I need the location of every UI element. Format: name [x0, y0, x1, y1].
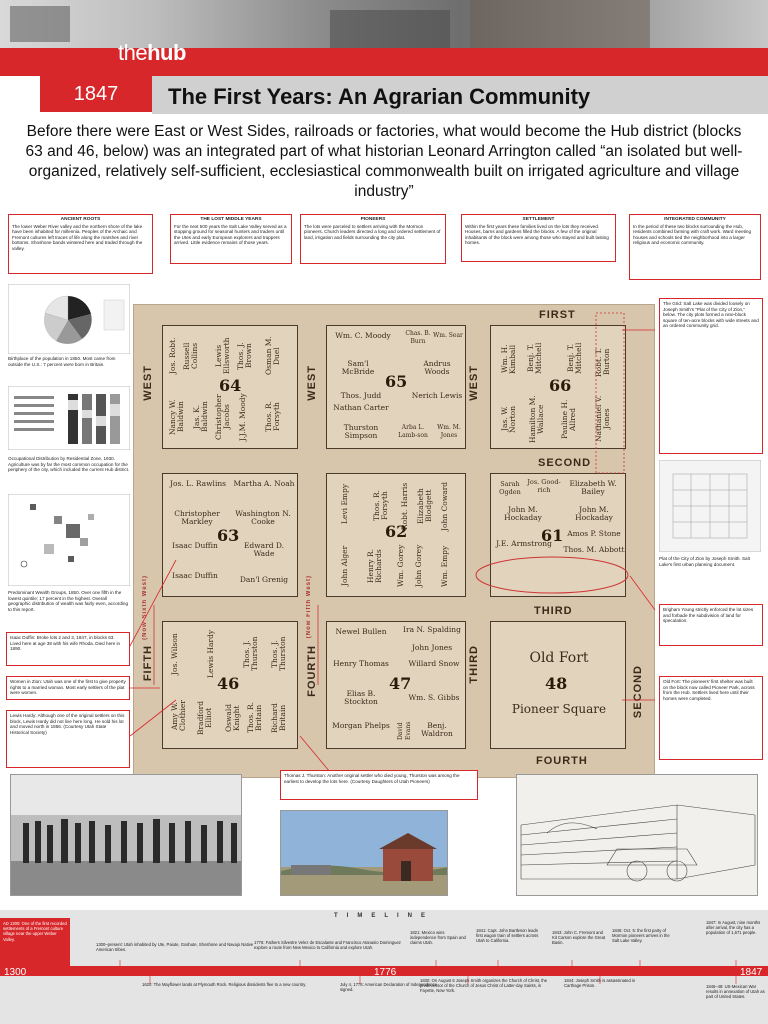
lot-name: Thos. R. Britain — [246, 702, 263, 734]
street-fourth: FOURTH — [536, 755, 588, 767]
lot-name: Sam'l McBride — [341, 359, 375, 376]
lot-name: Nathan Carter — [333, 403, 389, 412]
lot-name: Russell Collins — [182, 342, 199, 370]
lot-name: Thos. J. Thurston — [270, 636, 287, 672]
street-fifth: FIFTH — [142, 645, 154, 682]
lot-name: Oswald Knight — [224, 703, 241, 733]
lot-name: Levi Empy — [340, 483, 349, 525]
lot-name: Nathaniel V. Jones — [594, 395, 611, 443]
block-number: 63 — [217, 526, 240, 545]
lot-name: Nancy W. Baldwin — [168, 399, 185, 435]
block-number: 62 — [385, 522, 408, 541]
lot-name: Thos. R. Forsyth — [372, 490, 389, 522]
lot-name: Andrus Woods — [423, 359, 451, 376]
lot-name: Chas. B. Burn — [405, 330, 431, 345]
lot-name: Isaac Duffin — [172, 571, 218, 580]
lot-name: John Alger — [340, 545, 349, 587]
street-second-vertical: SECOND — [632, 665, 644, 719]
lot-name: Sarah Ogden — [499, 480, 521, 496]
street-second: SECOND — [538, 457, 592, 469]
lot-name: Thos. Judd — [340, 391, 382, 400]
lot-name: Martha A. Noah — [233, 479, 295, 488]
lewis-hardy-caption: Lewis Hardy: Although one of the original settlers on this block, Lewis Hardy did not live here long. He sold his lot and moved north in 1856. (Courtesy Utah State Historical Society) — [6, 710, 130, 768]
lot-name: Benj. Waldron — [421, 721, 453, 738]
lot-name: John Jones — [411, 643, 453, 652]
block-number: 47 — [389, 674, 412, 693]
block-number: 48 — [545, 674, 568, 693]
box-text: For the next 500 years the Salt Lake Valley served as a stopping ground for seasonal hunters and traders until the Utes and early European explorers and trappers arrived. Little evidence remains of those years. — [174, 223, 287, 246]
lot-name: John Coward — [440, 481, 449, 531]
lot-name: Robt. T. Burton — [594, 347, 611, 377]
block-number: 66 — [549, 376, 572, 395]
old-fort-caption: Old Fort: The pioneers' first shelter was built on the block now called Pioneer Park, across from the Hub. Settlers lived here until their homes were completed. — [659, 676, 763, 760]
box-heading: PIONEERS — [360, 217, 386, 222]
timeline-title: TIMELINE — [334, 913, 434, 919]
plat-caption: Plat of the City of Zion by Joseph Smith. Salt Lake's first urban planning document. — [659, 556, 750, 567]
timeline-year: 1776 — [374, 967, 397, 978]
timeline-event: July 4, 1776: American Declaration of Independence signed. — [340, 982, 438, 993]
lot-name: Jos. Good-rich — [527, 478, 561, 494]
lot-name: Jos. L. Rawlins — [169, 479, 227, 488]
old-fort-label: Old Fort — [529, 650, 589, 666]
lot-name: Arba L. Lamb-son — [398, 424, 428, 439]
lot-name: Dan'l Grenig — [239, 575, 289, 584]
timeline-event: 1843: John C. Fremont and Kit Carson explore the Great Basin. — [552, 930, 606, 946]
lot-name: Benj. T. Mitchell — [566, 342, 583, 374]
timeline-event: 1846: Oct. 5: the first party of Mormon pioneers arrives in the Salt Lake Valley. — [612, 928, 670, 944]
pioneer-square-label: Pioneer Square — [511, 702, 607, 716]
lot-name: John M. Hockaday — [575, 505, 613, 522]
block-number: 46 — [217, 674, 240, 693]
timeline-event: 1300–present: Utah inhabited by Ute, Paiute, Goshute, Shoshone and Navajo Native American tribes. — [96, 942, 254, 953]
wealth-caption: Predominant Wealth Groups, 1850. Over one fifth in the lowest quintile; 17 percent in the highest. Overall geographic distribution of wealth was fairly even, according to this report. — [8, 590, 129, 612]
street-fifth-note: (Now Sixth West) — [142, 575, 148, 640]
lot-name: Amos P. Stone — [567, 529, 621, 538]
lot-name: Elizabeth W. Bailey — [569, 479, 617, 496]
lot-name: Henry Thomas — [333, 659, 389, 668]
timeline-event: 1841: Capt. John Bartleson leads first wagon train of settlers across Utah to California. — [476, 928, 539, 944]
box-text: Within the first years these families lived on the lots they received. Houses, barns and gardens filled the blocks. A few of the original inhabitants of the block were among those who stayed and built lasting homes. — [465, 223, 609, 246]
lot-name: David Evans — [397, 721, 412, 741]
lot-name: Thos. J. Brown — [236, 342, 253, 370]
timeline-event: 1830: On August 6 Joseph Smith organizes the Church of Christ, the predecessor of the Church of Jesus Christ of Latter-day Saints, in Fayette, New York. — [420, 978, 548, 994]
timeline-year: 1847 — [740, 967, 763, 978]
lot-name: Osman M. Duel — [264, 336, 281, 376]
lot-name: Nerich Lewis — [411, 391, 463, 400]
lot-name: Thos. R. Forsyth — [264, 401, 281, 433]
block-number: 61 — [541, 526, 564, 545]
lot-name: Wm. S. Gibbs — [408, 693, 460, 702]
street-fourth-vertical: FOURTH — [306, 645, 318, 697]
timeline-event: 1847: In August, nine months after arrival, the city has a population of 1,671 people. — [706, 920, 761, 936]
timeline-year: 1300 — [4, 967, 27, 978]
lot-name: Wm. C. Moody — [335, 331, 391, 340]
lot-name: Wm. Empy — [440, 545, 449, 587]
year-badge: 1847 — [40, 76, 152, 112]
lot-name: Thurston Simpson — [343, 423, 379, 440]
lot-name: Wm. M. Jones — [437, 424, 461, 439]
timeline-left-note: AD 1300: One of the first recorded settlements of a Fremont culture village near the upper Weber Valley. — [0, 918, 70, 966]
lot-name: Jas. K. Baldwin — [192, 401, 209, 433]
lot-name: Thos. M. Abbott — [563, 545, 625, 554]
lot-name: Richard Britain — [270, 703, 287, 733]
grid-caption: The Grid: Salt Lake was divided loosely on Joseph Smith's "Plat of the City of Zion," below. The city plots formed a nine-block square of ten-acre blocks with wide streets and an ordered community grid. — [659, 298, 763, 454]
lot-name: Amy W. Clothier — [170, 700, 187, 732]
lot-name: Jas. W. Norton — [500, 405, 517, 433]
block-number: 65 — [385, 372, 408, 391]
intro-text: Before there were East or West Sides, railroads or factories, what would become the Hub district (blocks 63 and 46, below) was an integrated part of what historian Leonard Arrington called “an isolated but well-organized, relatively self-sufficient, ecclesiastical commonwealth built on irrigated agriculture and village industry” — [25, 123, 743, 200]
lot-name: Isaac Duffin — [172, 541, 218, 550]
page-title: The First Years: An Agrarian Community — [168, 84, 591, 109]
street-west-1: WEST — [142, 365, 154, 401]
lot-name: Robt. Harris — [400, 482, 409, 530]
box-heading: ANCIENT ROOTS — [60, 217, 101, 222]
lot-name: Christopher Jacobs — [214, 394, 231, 440]
box-heading: INTEGRATED COMMUNITY — [664, 217, 726, 222]
lot-name: J.E. Armstrong — [496, 539, 552, 548]
box-text: The lower Weber River valley and the northern shore of the lake have been inhabited for millennia. Peoples of the Archaic and Fremont cultures left traces of life along the marshes and river bottoms. Shoshone bands wintered here and traded through the valley. — [12, 223, 143, 251]
street-west-3: WEST — [468, 365, 480, 401]
lot-name: Jos. Wilson — [170, 633, 179, 675]
lot-name: Lewis Hardy — [206, 629, 215, 679]
logo-prefix: the — [118, 40, 148, 65]
street-first: FIRST — [539, 309, 576, 321]
isaac-duffin-caption: Isaac Duffin: Broke lots 2 and 3, 1847, in blocks 63. Lived here at age 38 with his wife Rhoda. Died here in 1890. — [6, 632, 130, 666]
lot-name: John M. Hockaday — [504, 505, 542, 522]
lot-name: Lewis Ellsworth — [214, 337, 231, 375]
street-third-vertical: THIRD — [468, 645, 480, 684]
lot-name: Ira N. Spalding — [403, 625, 461, 634]
block-number: 64 — [219, 376, 242, 395]
lot-name: Bradford Elliot — [196, 700, 213, 736]
box-text: In the period of these two blocks surrounding the Hub, residents combined farming with craft work. Ward meeting houses and schools tied the neighborhood into a larger religious and economic community. — [633, 223, 752, 246]
street-west-2: WEST — [306, 365, 318, 401]
lot-name: Henry R. Richards — [366, 548, 383, 584]
timeline-event: 1844: Joseph Smith is assassinated in Carthage Prison. — [564, 978, 636, 989]
lot-name: Thos. J. Thurston — [242, 636, 259, 672]
bars-caption: Occupational Distribution by Residential Zone, 1930. Agriculture was by far the most common occupation for the periphery of the city, which included the current Hub district. — [8, 456, 130, 473]
lot-name: Wm. H. Kimball — [500, 344, 517, 374]
street-third: THIRD — [534, 605, 573, 617]
timeline-event: 1620: The Mayflower lands at Plymouth Rock. Religious dissidents flee to a new country. — [142, 982, 307, 987]
timeline-event: 1846–48: US-Mexican War results in annexation of Utah as part of United States. — [706, 984, 765, 1000]
lot-name: Edward D. Wade — [243, 541, 285, 558]
brigham-caption: Brigham Young strictly enforced the lot sizes and forbade the subdivision of land for speculation. — [659, 604, 763, 646]
lot-name: John Gorey — [414, 544, 423, 588]
lot-name: Wm. Sear — [433, 332, 463, 339]
box-heading: THE LOST MIDDLE YEARS — [200, 217, 262, 222]
thurston-caption: Thomas J. Thurston: Another original settler who died young, Thurston was among the earliest to develop the lots here. (Courtesy Daughters of Utah Pioneers) — [280, 770, 478, 800]
box-heading: SETTLEMENT — [522, 217, 555, 222]
box-text: The lots were parceled to settlers arriving with the Mormon pioneers. Church leaders directed a long and ordered settlement of land, irrigation and fields surrounding the city plat. — [304, 223, 441, 240]
lot-name: Hamilton M. Wallace — [528, 395, 545, 443]
women-caption: Women in Zion: Utah was one of the first to give property rights to a married woman. Most early settlers of the plat were women. — [6, 676, 130, 700]
street-fourth-note: (Now Fifth West) — [306, 575, 312, 639]
lot-name: Jos. Robt. — [168, 337, 177, 375]
lot-name: Elias B. Stockton — [344, 689, 378, 706]
lot-name: Willard Snow — [408, 659, 460, 668]
timeline-event: 1776: Fathers Silvestre Velez de Escalante and Francisco Atanasio Dominguez explore a route from New Mexico to California and explore Utah. — [254, 940, 401, 951]
lot-name: Christopher Markley — [174, 509, 220, 526]
lot-name: Washington N. Cooke — [235, 509, 291, 526]
lot-name: Wm. Gorey — [396, 544, 405, 588]
lot-name: Elizabeth Blodgett — [416, 488, 433, 524]
logo-main: hub — [147, 40, 186, 65]
lot-name: Morgan Phelps — [332, 721, 390, 730]
lot-name: J.J.M. Moody — [238, 393, 247, 441]
pie-caption: Birthplace of the population in 1850. Most came from outside the U.S.: 7 percent were born in Britain. — [8, 356, 116, 367]
timeline-event: 1821: Mexico wins independence from Spain and claims Utah. — [410, 930, 466, 946]
lot-name: Benj. T. Mitchell — [526, 342, 543, 374]
lot-name: Pauline H. Allred — [560, 399, 577, 439]
lot-name: Newel Bullen — [335, 627, 387, 636]
